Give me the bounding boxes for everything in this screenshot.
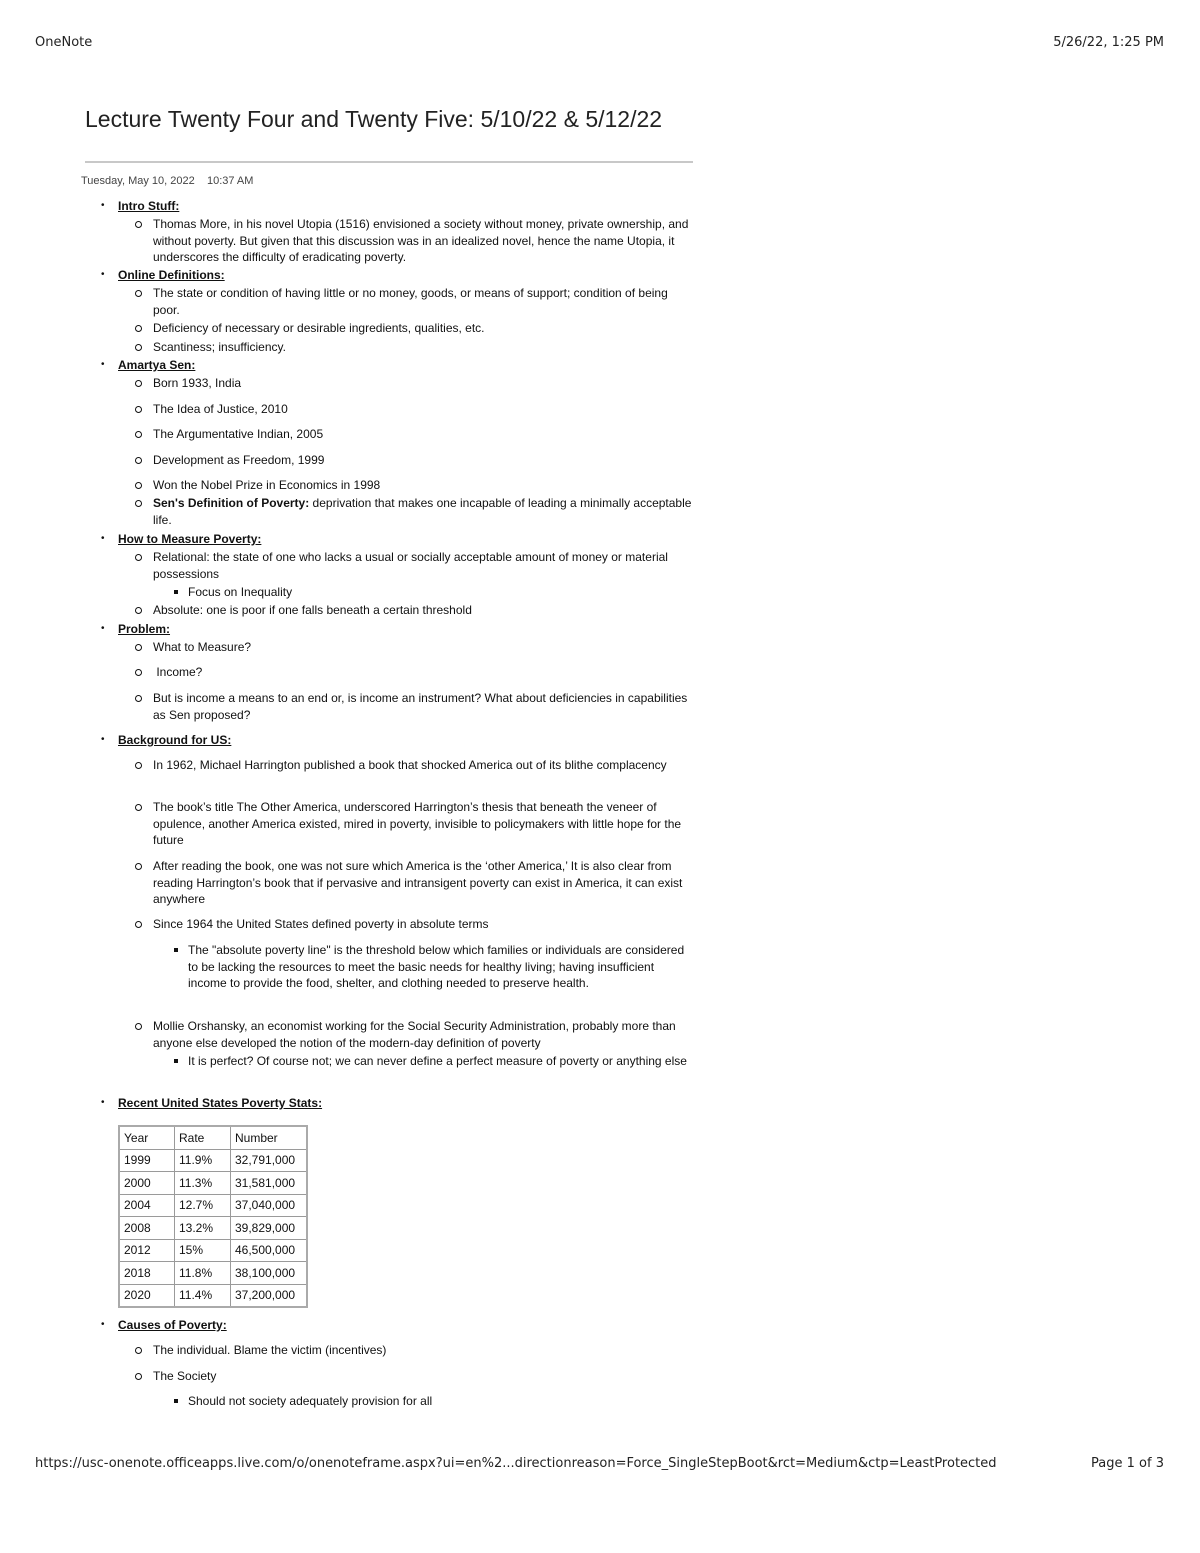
table-cell: 1999 (119, 1149, 175, 1172)
table-row (119, 1194, 307, 1217)
table-cell: 11.3% (175, 1172, 231, 1195)
section-heading-online-definitions: • Online Definitions: (118, 267, 225, 284)
list-item: Deficiency of necessary or desirable ingredients, qualities, etc. (153, 320, 693, 337)
sen-definition-text: deprivation that makes one incapable of leading a minimally acceptable life. (153, 496, 692, 527)
table-cell: 2008 (119, 1217, 175, 1240)
table-cell: 2012 (119, 1239, 175, 1262)
list-item: Scantiness; insufficiency. (153, 339, 693, 356)
table-header-cell: Year (119, 1126, 175, 1149)
table-cell: 37,200,000 (231, 1284, 308, 1307)
sub-list-item: Should not society adequately provision for all (188, 1393, 693, 1410)
table-cell: 2000 (119, 1172, 175, 1195)
poverty-stats-table (118, 1125, 308, 1308)
app-name: OneNote (35, 35, 93, 50)
print-datetime: 5/26/22, 1:25 PM (1053, 35, 1164, 50)
list-item: Income? (153, 664, 693, 681)
table-cell: 11.9% (175, 1149, 231, 1172)
table-row (119, 1172, 307, 1195)
list-item: What to Measure? (153, 639, 693, 656)
page-url: https://usc-onenote.officeapps.live.com/o/onenoteframe.aspx?ui=en%2...directionreason=Force_SingleStepBoot&rct=Medium&ctp=LeastProtected (35, 1456, 997, 1471)
table-cell: 11.4% (175, 1284, 231, 1307)
list-item: The Society (153, 1368, 693, 1385)
table-row (119, 1239, 307, 1262)
table-cell: 46,500,000 (231, 1239, 308, 1262)
list-item: Mollie Orshansky, an economist working for the Social Security Administration, probably more than anyone else developed the notion of the modern-day definition of poverty (153, 1018, 693, 1051)
table-cell: 38,100,000 (231, 1262, 308, 1285)
title-divider (85, 161, 693, 163)
table-cell: 2020 (119, 1284, 175, 1307)
section-heading-intro: • Intro Stuff: (118, 198, 179, 215)
list-item: Won the Nobel Prize in Economics in 1998 (153, 477, 693, 494)
list-item: Thomas More, in his novel Utopia (1516) envisioned a society without money, private ownership, and without poverty. But given that this discussion was in an idealized novel, hence the name Utopia, it underscores the difficulty of eradicating poverty. (153, 216, 693, 266)
table-cell: 31,581,000 (231, 1172, 308, 1195)
sen-definition-label: Sen's Definition of Poverty: (153, 496, 310, 510)
table-header-cell: Rate (175, 1126, 231, 1149)
table-row (119, 1217, 307, 1240)
section-heading-measure-poverty: • How to Measure Poverty: (118, 531, 261, 548)
section-heading-problem: • Problem: (118, 621, 170, 638)
table-row (119, 1262, 307, 1285)
list-item: The Idea of Justice, 2010 (153, 401, 693, 418)
table-cell: 2004 (119, 1194, 175, 1217)
list-item: After reading the book, one was not sure which America is the ‘other America,’ It is also clear from reading Harrington’s book that if pervasive and intransigent poverty can exist in America, it can exist anywhere (153, 858, 693, 908)
list-item: Development as Freedom, 1999 (153, 452, 693, 469)
page-title: Lecture Twenty Four and Twenty Five: 5/10/22 & 5/12/22 (85, 106, 663, 132)
list-item: The Argumentative Indian, 2005 (153, 426, 693, 443)
sub-list-item: It is perfect? Of course not; we can never define a perfect measure of poverty or anything else (188, 1053, 693, 1070)
list-item: But is income a means to an end or, is income an instrument? What about deficiencies in capabilities as Sen proposed? (153, 690, 693, 723)
table-cell: 37,040,000 (231, 1194, 308, 1217)
list-item: Born 1933, India (153, 375, 693, 392)
table-cell: 12.7% (175, 1194, 231, 1217)
table-cell: 39,829,000 (231, 1217, 308, 1240)
sen-definition-item (153, 495, 693, 528)
table-cell: 15% (175, 1239, 231, 1262)
table-row (119, 1284, 307, 1307)
section-heading-causes: • Causes of Poverty: (118, 1317, 227, 1334)
list-item: In 1962, Michael Harrington published a book that shocked America out of its blithe complacency (153, 757, 693, 774)
table-header-row (119, 1126, 307, 1149)
list-item: The individual. Blame the victim (incentives) (153, 1342, 693, 1359)
table-cell: 2018 (119, 1262, 175, 1285)
list-item: The book’s title The Other America, underscored Harrington’s thesis that beneath the veneer of opulence, another America existed, mired in poverty, invisible to policymakers with little hope for the future (153, 799, 693, 849)
list-item: Absolute: one is poor if one falls beneath a certain threshold (153, 602, 693, 619)
page-date: Tuesday, May 10, 2022 10:37 AM (81, 175, 254, 187)
page-number: Page 1 of 3 (1091, 1456, 1164, 1471)
table-cell: 32,791,000 (231, 1149, 308, 1172)
section-heading-poverty-stats: • Recent United States Poverty Stats: (118, 1095, 322, 1112)
table-cell: 11.8% (175, 1262, 231, 1285)
table-cell: 13.2% (175, 1217, 231, 1240)
list-item: The state or condition of having little or no money, goods, or means of support; condition of being poor. (153, 285, 693, 318)
list-item: Since 1964 the United States defined poverty in absolute terms (153, 916, 693, 933)
table-row (119, 1149, 307, 1172)
section-heading-background-us: • Background for US: (118, 732, 231, 749)
table-header-cell: Number (231, 1126, 308, 1149)
sub-list-item: The "absolute poverty line" is the threshold below which families or individuals are considered to be lacking the resources to meet the basic needs for healthy living; having insufficient income to provide the food, shelter, and clothing needed to preserve health. (188, 942, 693, 992)
sub-list-item: Focus on Inequality (188, 584, 693, 601)
section-heading-amartya-sen: • Amartya Sen: (118, 357, 195, 374)
list-item: Relational: the state of one who lacks a usual or socially acceptable amount of money or material possessions (153, 549, 693, 582)
